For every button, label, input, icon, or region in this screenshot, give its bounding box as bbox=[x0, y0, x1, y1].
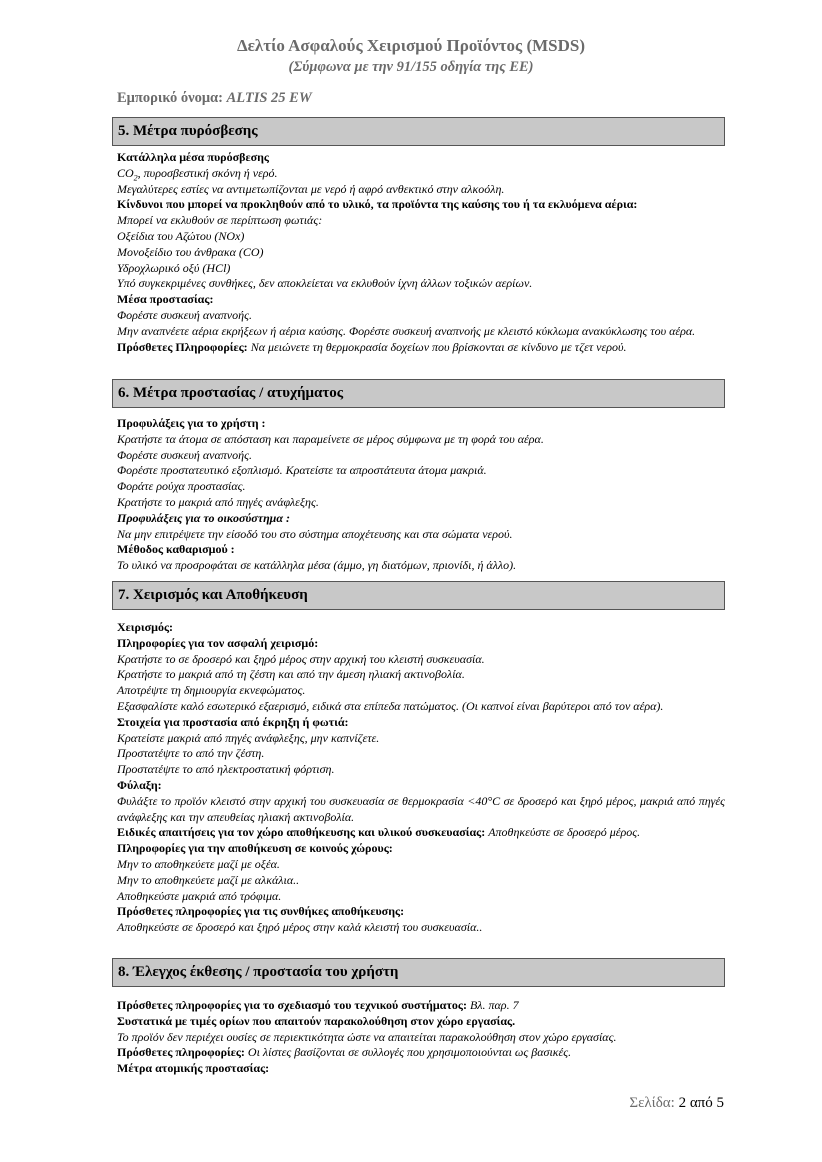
handling-label: Χειρισμός: bbox=[117, 620, 174, 634]
storage-requirements-text: Αποθηκεύστε σε δροσερό μέρος. bbox=[488, 825, 641, 840]
hazards-label: Κίνδυνοι που μπορεί να προκληθούν από το υλικό, τα προϊόντα της καύσης του ή τα εκλυόμενα αέρια: bbox=[117, 197, 638, 212]
document-title: Δελτίο Ασφαλούς Χειρισμού Προϊόντος (MSDS) bbox=[236, 36, 586, 55]
user-precautions-line: Φορέστε προστατευτικό εξοπλισμό. Κρατείστε τα απροστάτευτα άτομα μακριά. bbox=[117, 463, 487, 478]
safe-handling-line: Αποτρέψτε τη δημιουργία εκνεφώματος. bbox=[117, 683, 306, 698]
personal-protection-label: Μέτρα ατομικής προστασίας: bbox=[117, 1061, 270, 1076]
eco-precautions-label: Προφυλάξεις για το οικοσύστημα : bbox=[117, 510, 290, 525]
protection-line: Μην αναπνέετε αέρια εκρήξεων ή αέρια καύσης. Φορέστε συσκευή αναπνοής με κλειστό κύκλωμα ανακύκλωσης του αέρα. bbox=[117, 323, 696, 338]
trade-name-label: Εμπορικό όνομα: bbox=[117, 90, 223, 106]
hazards-line: Οξείδια του Αζώτου (NOx) bbox=[117, 228, 245, 243]
trade-name bbox=[117, 89, 312, 107]
fire-protection-line: Προστατέψτε το από την ζέστη. bbox=[117, 746, 265, 761]
suitable-media-label: Κατάλληλα μέσα πυρόσβεσης bbox=[117, 150, 269, 164]
section-6-heading: 6. Μέτρα προστασίας / ατυχήματος bbox=[112, 379, 725, 408]
user-precautions-line: Κρατήστε τα άτομα σε απόσταση και παραμείνετε σε μέρος σύμφωνα με τη φορά του αέρα. bbox=[117, 431, 544, 446]
safe-handling-label: Πληροφορίες για τον ασφαλή χειρισμό: bbox=[117, 635, 319, 650]
suitable-media-line bbox=[117, 166, 725, 182]
page-number-label: Σελίδα: bbox=[629, 1095, 675, 1111]
subtitle-close-paren: ) bbox=[528, 59, 534, 75]
storage-requirements-line bbox=[117, 825, 725, 841]
storage-label: Φύλαξη: bbox=[117, 777, 162, 792]
page-number-value: 2 από 5 bbox=[678, 1095, 724, 1111]
subtitle-text: Σύμφωνα με την 91/155 οδηγία της ΕΕ bbox=[293, 59, 529, 75]
extra-info-text: Να μειώνετε τη θερμοκρασία δοχείων που βρίσκονται σε κίνδυνο με τζετ νερού. bbox=[250, 339, 627, 354]
section-5-body bbox=[117, 150, 725, 355]
additional-info-text: Οι λίστες βασίζονται σε συλλογές που χρησιμοποιούνται ως βασικές. bbox=[247, 1045, 572, 1060]
protection-line: Φορέστε συσκευή αναπνοής. bbox=[117, 307, 252, 322]
system-design-label: Πρόσθετες πληροφορίες για το σχεδιασμό του τεχνικού συστήματος: bbox=[117, 998, 467, 1012]
storage-conditions-label: Πρόσθετες πληροφορίες για τις συνθήκες αποθήκευσης: bbox=[117, 904, 405, 919]
hazards-line: Υδροχλωρικό οξύ (HCl) bbox=[117, 260, 231, 275]
eco-precautions-line: Να μην επιτρέψετε την είσοδό του στο σύστημα αποχέτευσης και στα σώματα νερού. bbox=[117, 526, 513, 541]
fire-protection-line: Κρατείστε μακριά από πηγές ανάφλεξης, μην καπνίζετε. bbox=[117, 730, 380, 745]
suitable-media-line: Μεγαλύτερες εστίες να αντιμετωπίζονται με νερό ή αφρό ανθεκτικό στην αλκοόλη. bbox=[117, 181, 505, 196]
subtitle-open-paren: ( bbox=[288, 59, 294, 75]
safe-handling-line: Εξασφαλίστε καλό εσωτερικό εξαερισμό, ειδικά στα επίπεδα πατώματος. (Οι καπνοί είναι βαρύτεροι από τον αέρα). bbox=[117, 698, 664, 713]
document-subtitle bbox=[0, 58, 822, 76]
fire-protection-label: Στοιχεία για προστασία από έκρηξη ή φωτιά: bbox=[117, 714, 349, 729]
section-7-heading: 7. Χειρισμός και Αποθήκευση bbox=[112, 581, 725, 610]
user-precautions-line: Φορέστε συσκευή αναπνοής. bbox=[117, 447, 252, 462]
suitable-media-rest: , πυροσβεστική σκόνη ή νερό. bbox=[137, 165, 278, 180]
hazards-line: Μονοξείδιο του άνθρακα (CO) bbox=[117, 244, 264, 259]
safe-handling-line: Κρατήστε το σε δροσερό και ξηρό μέρος στην αρχική του κλειστή συσκευασία. bbox=[117, 651, 485, 666]
hazards-line: Μπορεί να εκλυθούν σε περίπτωση φωτιάς: bbox=[117, 213, 323, 228]
system-design-text: Βλ. παρ. 7 bbox=[469, 998, 519, 1012]
section-5-heading: 5. Μέτρα πυρόσβεσης bbox=[112, 117, 725, 146]
common-storage-label: Πληροφορίες για την αποθήκευση σε κοινούς χώρους: bbox=[117, 841, 393, 856]
exposure-limits-line: Το προϊόν δεν περιέχει ουσίες σε περιεκτικότητα ώστε να απαιτείται παρακολούθηση στον χώρο εργασίας. bbox=[117, 1029, 617, 1044]
fire-protection-line: Προστατέψτε το από ηλεκτροστατική φόρτιση. bbox=[117, 762, 335, 777]
section-7-body bbox=[117, 620, 725, 936]
exposure-limits-label: Συστατικά με τιμές ορίων που απαιτούν παρακολούθηση στον χώρο εργασίας. bbox=[117, 1013, 516, 1028]
extra-info-line bbox=[117, 340, 725, 356]
safe-handling-line: Κρατήστε το μακριά από τη ζέστη και από την άμεση ηλιακή ακτινοβολία. bbox=[117, 667, 465, 682]
section-8-heading: 8. Έλεγχος έκθεσης / προστασία του χρήστη bbox=[112, 958, 725, 987]
section-6-body bbox=[117, 416, 725, 574]
common-storage-line: Μην το αποθηκεύετε μαζί με αλκάλια.. bbox=[117, 872, 300, 887]
co2-subscript: 2 bbox=[133, 173, 138, 183]
extra-info-label: Πρόσθετες Πληροφορίες: bbox=[117, 339, 248, 354]
protection-label: Μέσα προστασίας: bbox=[117, 292, 214, 307]
cleanup-line: Το υλικό να προσροφάται σε κατάλληλα μέσα (άμμο, γη διατόμων, πριονίδι, ή άλλο). bbox=[117, 558, 517, 573]
section-8-body bbox=[117, 998, 725, 1077]
common-storage-line: Μην το αποθηκεύετε μαζί με οξέα. bbox=[117, 856, 280, 871]
user-precautions-line: Φοράτε ρούχα προστασίας. bbox=[117, 479, 246, 494]
page-number bbox=[629, 1095, 724, 1112]
user-precautions-label: Προφυλάξεις για το χρήστη : bbox=[117, 416, 266, 430]
storage-line: Φυλάξτε το προϊόν κλειστό στην αρχική του συσκευασία σε θερμοκρασία <40°C σε δροσερό και ξηρό μέρος, μακριά από πηγές ανάφλεξης και την απευθείας ηλιακή ακτινοβολία. bbox=[117, 793, 725, 824]
hazards-line: Υπό συγκεκριμένες συνθήκες, δεν αποκλείεται να εκλυθούν ίχνη άλλων τοξικών αερίων. bbox=[117, 276, 533, 291]
additional-info-label: Πρόσθετες πληροφορίες: bbox=[117, 1045, 245, 1060]
user-precautions-line: Κρατήστε το μακριά από πηγές ανάφλεξης. bbox=[117, 494, 319, 509]
storage-requirements-label: Ειδικές απαιτήσεις για τον χώρο αποθήκευσης και υλικού συσκευασίας: bbox=[117, 825, 486, 840]
trade-name-value: ALTIS 25 EW bbox=[226, 90, 312, 106]
cleanup-label: Μέθοδος καθαρισμού : bbox=[117, 542, 235, 557]
storage-conditions-line: Αποθηκεύστε σε δροσερό και ξηρό μέρος στην καλά κλειστή του συσκευασία.. bbox=[117, 920, 483, 935]
co2-text: CO bbox=[117, 165, 134, 180]
additional-info-line bbox=[117, 1045, 725, 1061]
common-storage-line: Αποθηκεύστε μακριά από τρόφιμα. bbox=[117, 888, 282, 903]
system-design-line bbox=[117, 998, 725, 1014]
